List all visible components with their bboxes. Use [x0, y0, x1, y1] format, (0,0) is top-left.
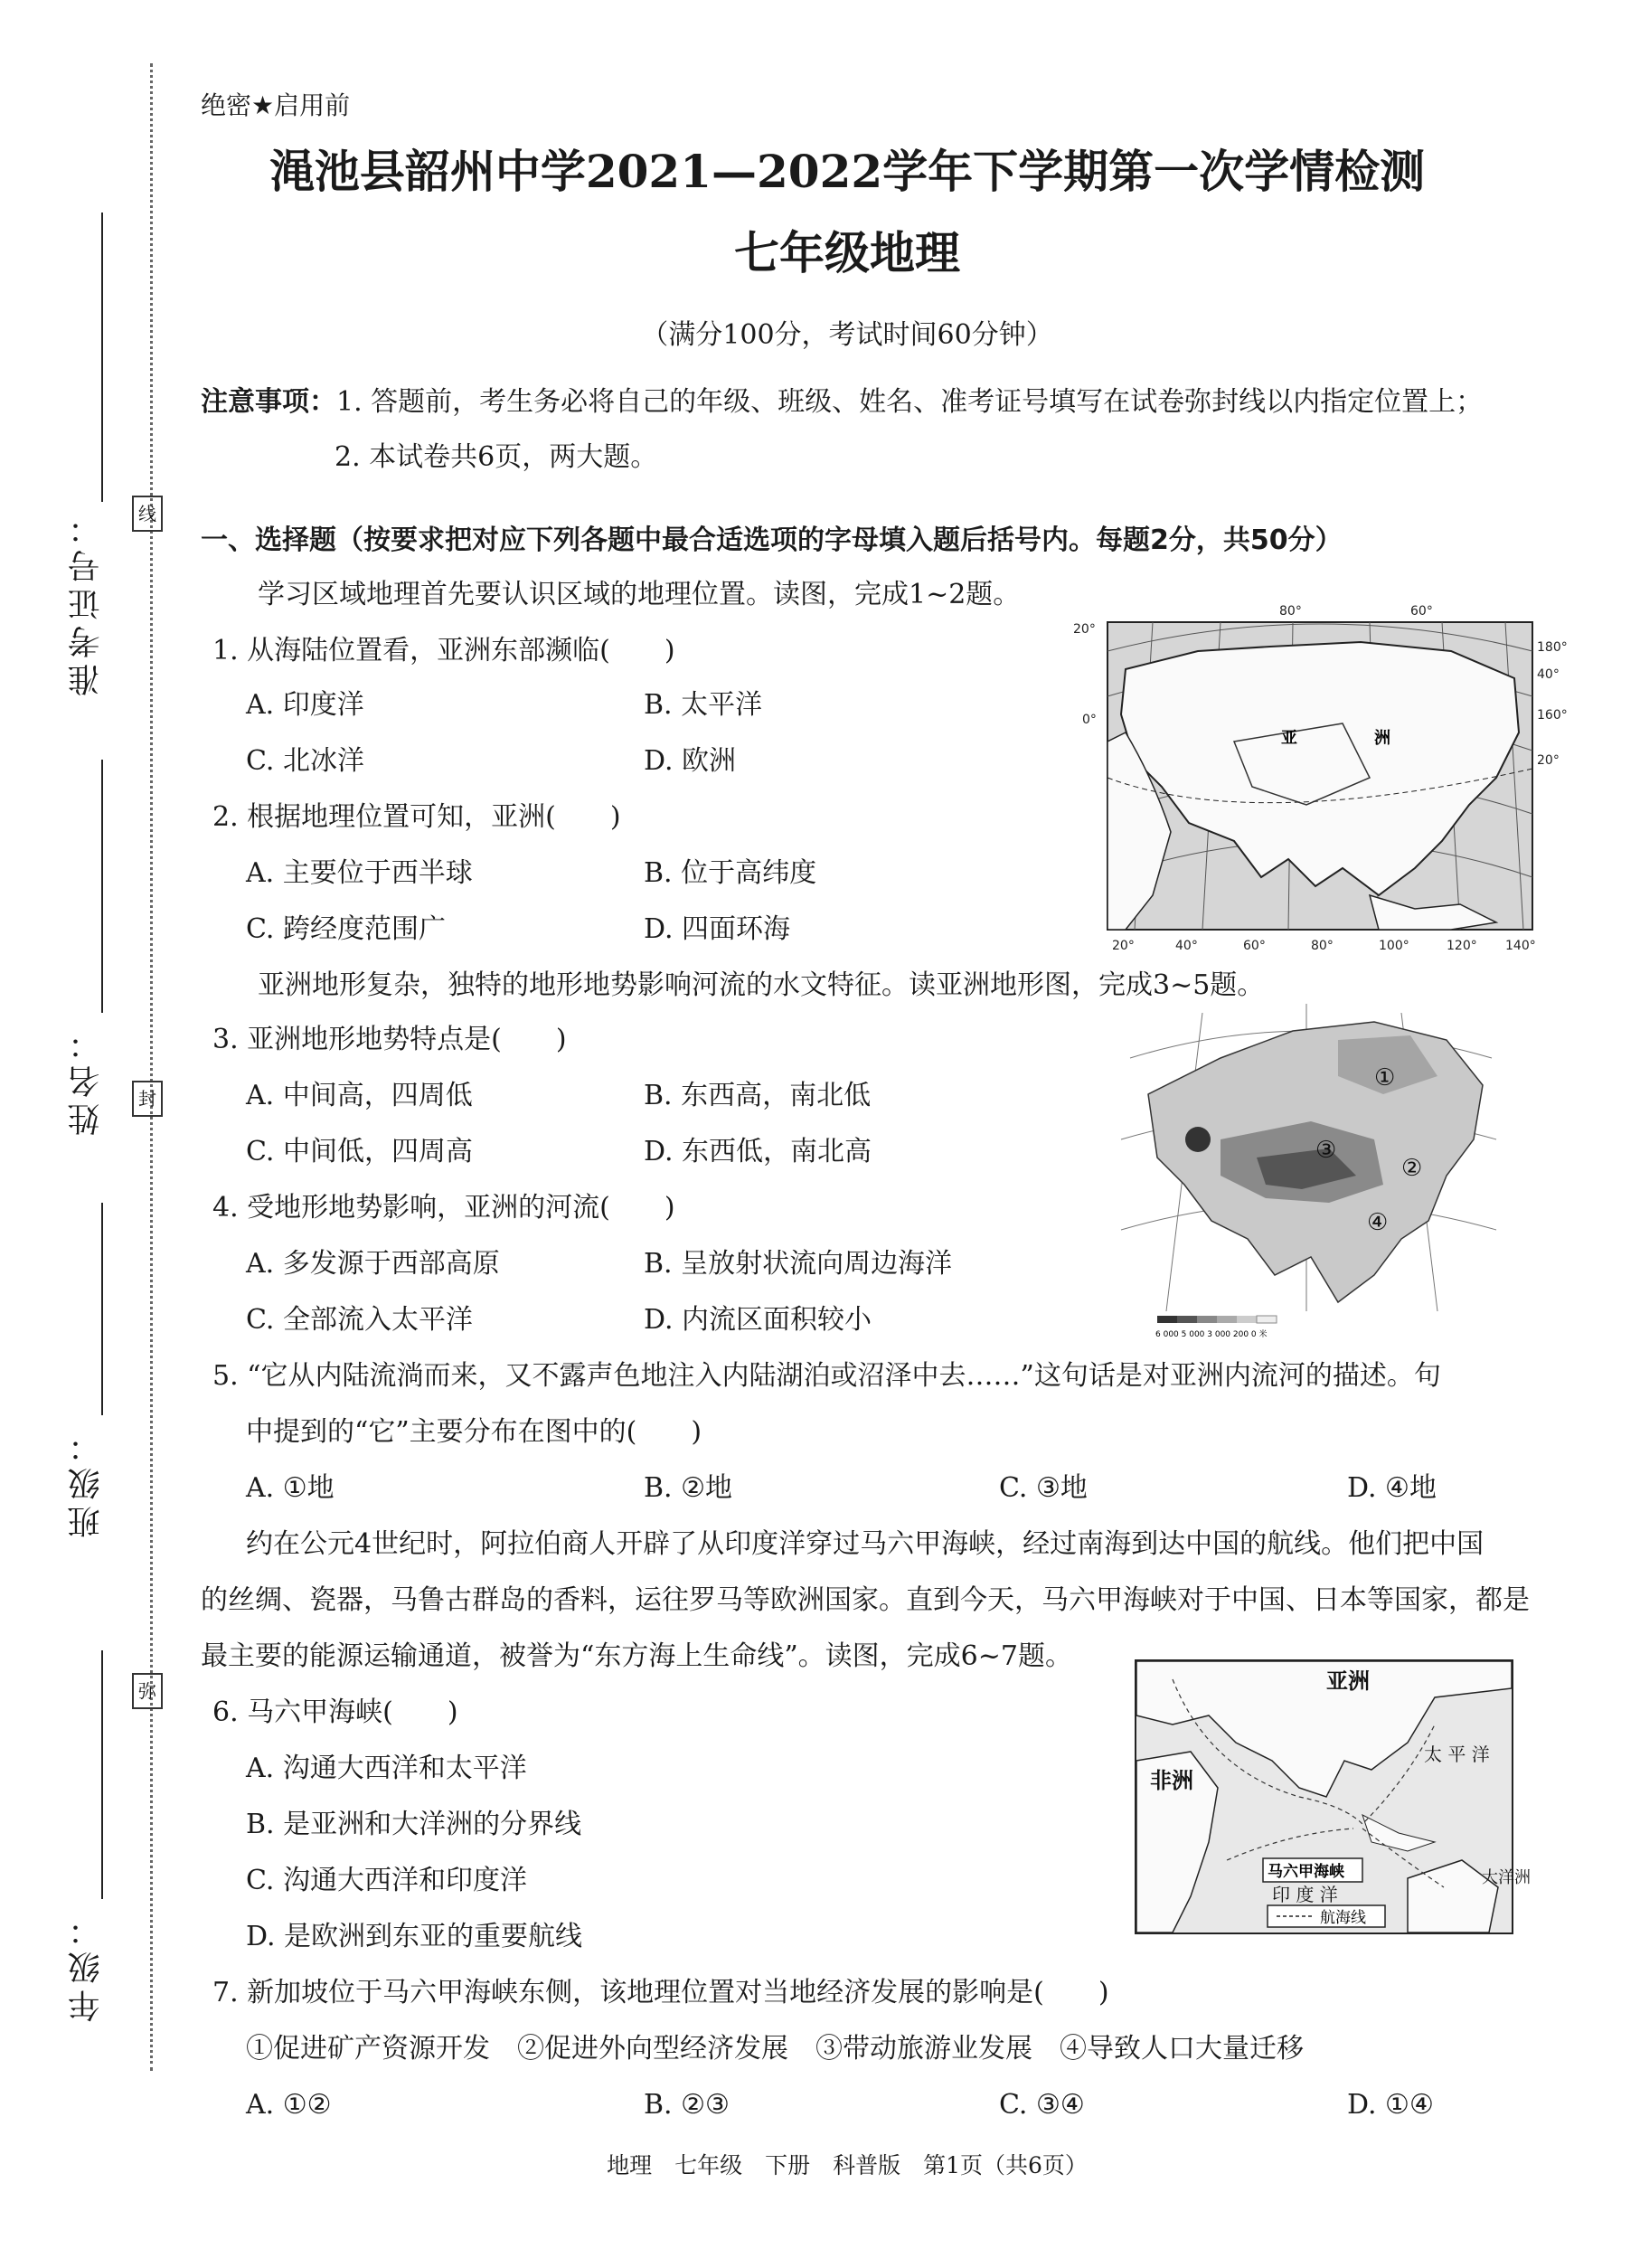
q6-option-c[interactable]: C. 沟通大西洋和印度洋	[246, 1865, 527, 1896]
map1-right-tick: 160°	[1537, 708, 1568, 723]
q6-option-d[interactable]: D. 是欧洲到东亚的重要航线	[246, 1921, 583, 1952]
map1-top-tick: 60°	[1410, 604, 1433, 619]
map3-label-pacific: 太 平 洋	[1424, 1744, 1490, 1765]
intro-3-line-3: 最主要的能源运输通道，被誉为“东方海上生命线”。读图，完成6~7题。	[201, 1640, 1072, 1672]
q3-option-b[interactable]: B. 东西高，南北低	[644, 1080, 872, 1111]
map1-bottom-tick: 140°	[1505, 939, 1536, 953]
q7-option-a[interactable]: A. ①②	[246, 2089, 332, 2121]
section-heading: 一、选择题（按要求把对应下列各题中最合适选项的字母填入题后括号内。每题2分，共50分）	[201, 524, 1343, 556]
q5-option-a[interactable]: A. ①地	[246, 1472, 335, 1504]
q3-option-c[interactable]: C. 中间低，四周高	[246, 1136, 473, 1167]
map1-bottom-tick: 20°	[1112, 939, 1135, 953]
seal-feng: 封	[132, 1081, 163, 1117]
intro-1: 学习区域地理首先要认识区域的地理位置。读图，完成1~2题。	[258, 579, 1021, 610]
grade-line[interactable]	[101, 1650, 103, 1899]
intro-3-line-1: 约在公元4世纪时，阿拉伯商人开辟了从印度洋穿过马六甲海峡，经过南海到达中国的航线。他们把中国	[246, 1528, 1484, 1560]
q1-option-a[interactable]: A. 印度洋	[246, 689, 364, 721]
q7-option-d[interactable]: D. ①④	[1347, 2089, 1434, 2121]
exam-info: （满分100分，考试时间60分钟）	[641, 319, 1053, 351]
map1-label-zhou: 洲	[1374, 729, 1390, 748]
notice-label: 注意事项：	[201, 386, 336, 418]
map1-bottom-tick: 80°	[1311, 939, 1334, 953]
seal-dotted-line	[150, 63, 153, 2071]
asia-topography-map	[1112, 1004, 1501, 1338]
q4-option-c[interactable]: C. 全部流入太平洋	[246, 1304, 473, 1336]
map1-top-tick: 80°	[1279, 604, 1302, 619]
marker-2: ②	[1401, 1155, 1423, 1182]
map1-right-tick: 40°	[1537, 667, 1560, 682]
q4-option-a[interactable]: A. 多发源于西部高原	[246, 1248, 500, 1280]
secret-mark: 绝密★启用前	[201, 90, 351, 120]
map1-bottom-tick: 60°	[1243, 939, 1266, 953]
q6-option-b[interactable]: B. 是亚洲和大洋洲的分界线	[246, 1809, 582, 1840]
page-title: 渑池县韶州中学2021—2022学年下学期第一次学情检测	[269, 145, 1426, 198]
name-line[interactable]	[101, 760, 103, 1013]
map1-left-tick: 0°	[1082, 713, 1097, 727]
q3-stem: 3. 亚洲地形地势特点是( )	[212, 1024, 567, 1055]
map2-legend	[1155, 1316, 1277, 1339]
malacca-route-map-svg	[1136, 1661, 1531, 1933]
q7-option-b[interactable]: B. ②③	[644, 2089, 730, 2121]
seal-mi: 弥	[132, 1673, 163, 1709]
map1-bottom-tick: 40°	[1175, 939, 1198, 953]
map3-label-oceania: 大洋洲	[1482, 1868, 1531, 1887]
q1-option-d[interactable]: D. 欧洲	[644, 745, 737, 777]
map1-bottom-tick: 120°	[1447, 939, 1477, 953]
marker-1: ①	[1374, 1064, 1396, 1091]
malacca-route-map	[1135, 1659, 1531, 1934]
q2-option-a[interactable]: A. 主要位于西半球	[246, 857, 473, 889]
asia-topography-map-svg	[1112, 1004, 1501, 1338]
q2-option-c[interactable]: C. 跨经度范围广	[246, 913, 446, 945]
asia-location-map	[1071, 597, 1587, 959]
q3-option-a[interactable]: A. 中间高，四周低	[246, 1080, 473, 1111]
map1-left-tick: 20°	[1073, 622, 1096, 637]
map3-label-strait: 马六甲海峡	[1268, 1863, 1344, 1881]
marker-3: ③	[1315, 1137, 1337, 1164]
map1-right-tick: 20°	[1537, 753, 1560, 768]
q1-option-c[interactable]: C. 北冰洋	[246, 745, 364, 777]
admission-label: 准考证号：	[68, 506, 105, 696]
class-label: 班级：	[68, 1424, 105, 1538]
notice-line-1	[201, 384, 1483, 421]
marker-4: ④	[1367, 1209, 1389, 1236]
notice-item-1: 1. 答题前，考生务必将自己的年级、班级、姓名、准考证号填写在试卷弥封线以内指定位置上；	[336, 386, 1484, 418]
map3-label-asia: 亚洲	[1326, 1668, 1370, 1694]
q4-option-b[interactable]: B. 呈放射状流向周边海洋	[644, 1248, 953, 1280]
grade-label: 年级：	[68, 1908, 105, 2022]
name-label: 姓名：	[68, 1022, 105, 1136]
q7-option-c[interactable]: C. ③④	[999, 2089, 1085, 2121]
intro-2: 亚洲地形复杂，独特的地形地势影响河流的水文特征。读亚洲地形图，完成3~5题。	[258, 969, 1265, 1001]
asia-location-map-svg	[1071, 597, 1587, 959]
q1-stem: 1. 从海陆位置看，亚洲东部濒临( )	[212, 635, 675, 666]
notice-item-2: 2. 本试卷共6页，两大题。	[335, 441, 658, 473]
q4-stem: 4. 受地形地势影响，亚洲的河流( )	[212, 1192, 675, 1224]
q5-option-d[interactable]: D. ④地	[1347, 1472, 1437, 1504]
q6-stem: 6. 马六甲海峡( )	[212, 1696, 458, 1728]
map3-legend: 航海线	[1320, 1909, 1366, 1927]
class-line[interactable]	[101, 1203, 103, 1415]
map1-bottom-tick: 100°	[1379, 939, 1409, 953]
map1-label-asia: 亚	[1281, 729, 1297, 748]
map3-label-indian: 印 度 洋	[1272, 1884, 1338, 1905]
map2-legend-text: 6 000 5 000 3 000 200 0 米	[1155, 1330, 1268, 1339]
q5-stem-line-1: 5. “它从内陆流淌而来，又不露声色地注入内陆湖泊或沼泽中去……”这句话是对亚洲内流河的描述。句	[212, 1360, 1441, 1392]
q7-stem: 7. 新加坡位于马六甲海峡东侧，该地理位置对当地经济发展的影响是( )	[212, 1977, 1109, 2008]
q5-option-b[interactable]: B. ②地	[644, 1472, 733, 1504]
q2-stem: 2. 根据地理位置可知，亚洲( )	[212, 801, 621, 833]
map1-right-tick: 180°	[1537, 640, 1568, 655]
page-subject: 七年级地理	[734, 226, 960, 279]
q7-items: ①促进矿产资源开发 ②促进外向型经济发展 ③带动旅游业发展 ④导致人口大量迁移	[246, 2033, 1304, 2065]
page-footer: 地理 七年级 下册 科普版 第1页（共6页）	[607, 2152, 1088, 2178]
q1-option-b[interactable]: B. 太平洋	[644, 689, 763, 721]
q5-stem-line-2: 中提到的“它”主要分布在图中的( )	[246, 1416, 702, 1448]
q4-option-d[interactable]: D. 内流区面积较小	[644, 1304, 872, 1336]
q2-option-d[interactable]: D. 四面环海	[644, 913, 791, 945]
seal-xian: 线	[132, 496, 163, 532]
map3-label-africa: 非洲	[1150, 1767, 1193, 1793]
q5-option-c[interactable]: C. ③地	[999, 1472, 1088, 1504]
q2-option-b[interactable]: B. 位于高纬度	[644, 857, 817, 889]
intro-3-line-2: 的丝绸、瓷器，马鲁古群岛的香料，运往罗马等欧洲国家。直到今天，马六甲海峡对于中国、日本等国家，都是	[201, 1584, 1530, 1616]
q6-option-a[interactable]: A. 沟通大西洋和太平洋	[246, 1753, 527, 1784]
q3-option-d[interactable]: D. 东西低，南北高	[644, 1136, 872, 1167]
